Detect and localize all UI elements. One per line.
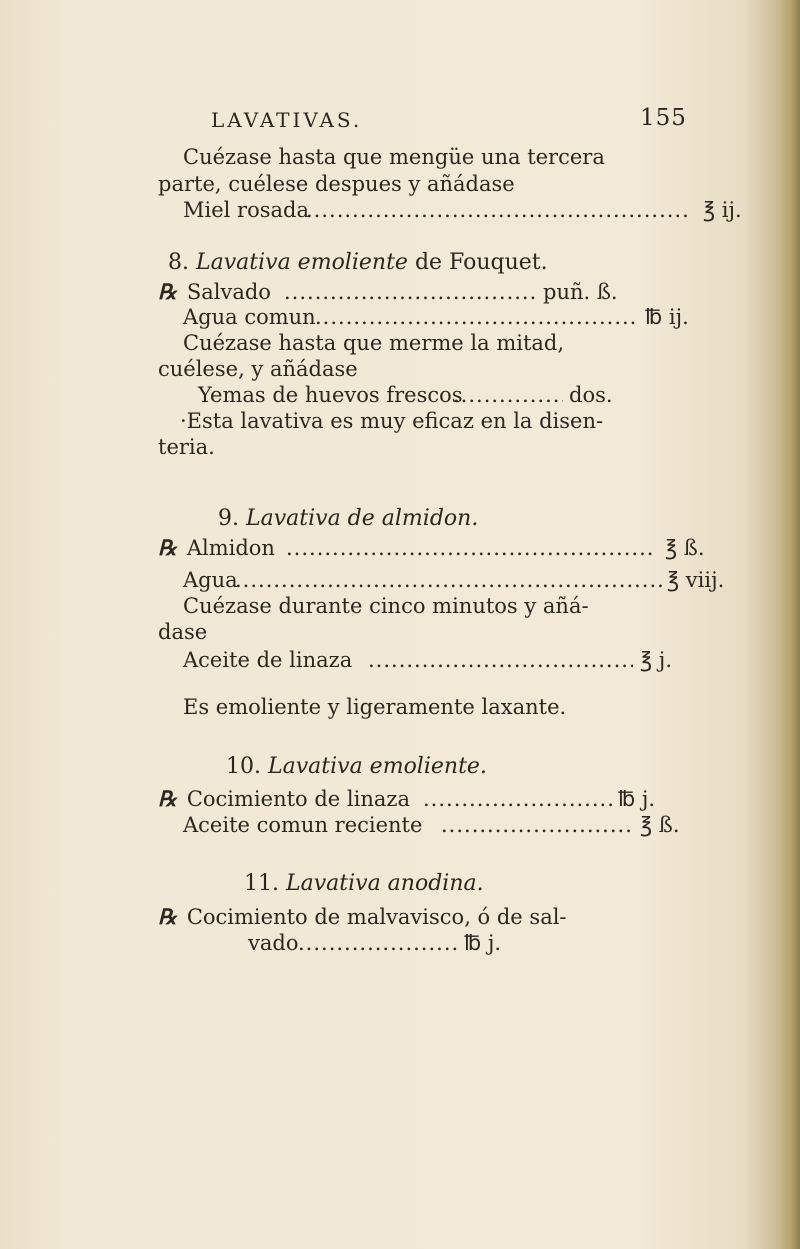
recipe-heading <box>168 249 548 277</box>
recipe-title: Lavativa emoliente <box>196 250 408 275</box>
ingredient-name: Salvado <box>186 280 271 304</box>
text-line: parte, cuélese despues y añádase <box>158 172 515 196</box>
recipe-symbol: ℞ <box>158 279 177 304</box>
recipe-title-suffix: de Fouquet. <box>414 250 548 275</box>
leader-dots <box>306 197 690 223</box>
ingredient-name: Aceite comun reciente <box>183 813 423 837</box>
recipe-number: 8. <box>168 250 189 275</box>
page-number: 155 <box>640 105 687 131</box>
text-line: dase <box>158 620 208 644</box>
text-line: Cuézase hasta que mengüe una tercera <box>183 145 605 169</box>
ingredient-name: vado <box>248 931 299 955</box>
ingredient-name: Miel rosada <box>183 198 309 222</box>
text-line: cuélese, y añádase <box>158 357 358 381</box>
ingredient-quantity: puñ. ß. <box>543 280 618 304</box>
page-edge <box>778 0 800 1249</box>
ingredient-almidon <box>158 535 705 561</box>
ingredient-quantity: ℔ j. <box>618 787 656 811</box>
text-line: teria. <box>158 435 215 459</box>
recipe-number: 11. <box>244 871 279 896</box>
leader-dots <box>441 812 633 838</box>
ingredient-cocimiento-malvavisco <box>158 904 598 930</box>
text-line: Cuézase durante cinco minutos y añá- <box>183 594 589 618</box>
leader-dots <box>286 535 656 561</box>
ingredient-quantity: ℔ ij. <box>645 305 689 329</box>
ingredient-quantity: ℥ j. <box>640 648 672 672</box>
ingredient-name: Agua comun <box>183 305 316 329</box>
ingredient-aceite-comun <box>183 812 680 838</box>
leader-dots <box>298 930 458 956</box>
recipe-symbol: ℞ <box>158 786 177 811</box>
ingredient-name: Aceite de linaza <box>183 648 353 672</box>
running-title: LAVATIVAS. <box>211 108 363 132</box>
page-header <box>0 105 800 138</box>
ingredient-agua <box>183 567 725 593</box>
leader-dots <box>368 647 633 673</box>
ingredient-quantity: ℥ viij. <box>667 568 725 592</box>
ingredient-name: Yemas de huevos frescos <box>198 383 463 407</box>
text-line: Es emoliente y ligeramente laxante. <box>183 695 567 719</box>
recipe-title: Lavativa anodina. <box>286 871 484 896</box>
leader-dots <box>235 567 663 593</box>
ingredient-name: Cocimiento de linaza <box>186 787 410 811</box>
ingredient-name: Almidon <box>186 536 275 560</box>
ingredient-continuation <box>248 930 548 956</box>
recipe-number: 9. <box>218 506 239 531</box>
ingredient-quantity: dos. <box>569 383 613 407</box>
ingredient-yemas <box>198 382 638 408</box>
ingredient-quantity: ℔ j. <box>464 931 502 955</box>
ingredient-miel <box>183 197 742 223</box>
ingredient-quantity: ℥ ß. <box>665 536 705 560</box>
leader-dots <box>315 304 637 330</box>
leader-dots <box>423 786 613 812</box>
text-line: ·Esta lavativa es muy eficaz en la disen- <box>180 409 604 433</box>
recipe-symbol: ℞ <box>158 904 177 929</box>
recipe-symbol: ℞ <box>158 535 177 560</box>
recipe-title: Lavativa de almidon. <box>246 506 479 531</box>
ingredient-salvado <box>158 279 658 305</box>
recipe-heading <box>226 753 487 781</box>
recipe-title: Lavativa emoliente. <box>268 754 487 779</box>
ingredient-quantity: ℥ ß. <box>640 813 680 837</box>
ingredient-agua-comun <box>183 304 689 330</box>
text-line: Cuézase hasta que merme la mitad, <box>183 331 565 355</box>
ingredient-name: Agua <box>183 568 238 592</box>
leader-dots <box>284 279 536 305</box>
ingredient-aceite-linaza <box>183 647 672 673</box>
recipe-number: 10. <box>226 754 261 779</box>
recipe-heading <box>218 505 478 533</box>
recipe-heading <box>244 870 484 898</box>
leader-dots <box>453 382 563 408</box>
ingredient-quantity: ℥ ij. <box>703 198 742 222</box>
ingredient-cocimiento-linaza <box>158 786 678 812</box>
ingredient-name: Cocimiento de malvavisco, ó de sal- <box>186 905 567 929</box>
